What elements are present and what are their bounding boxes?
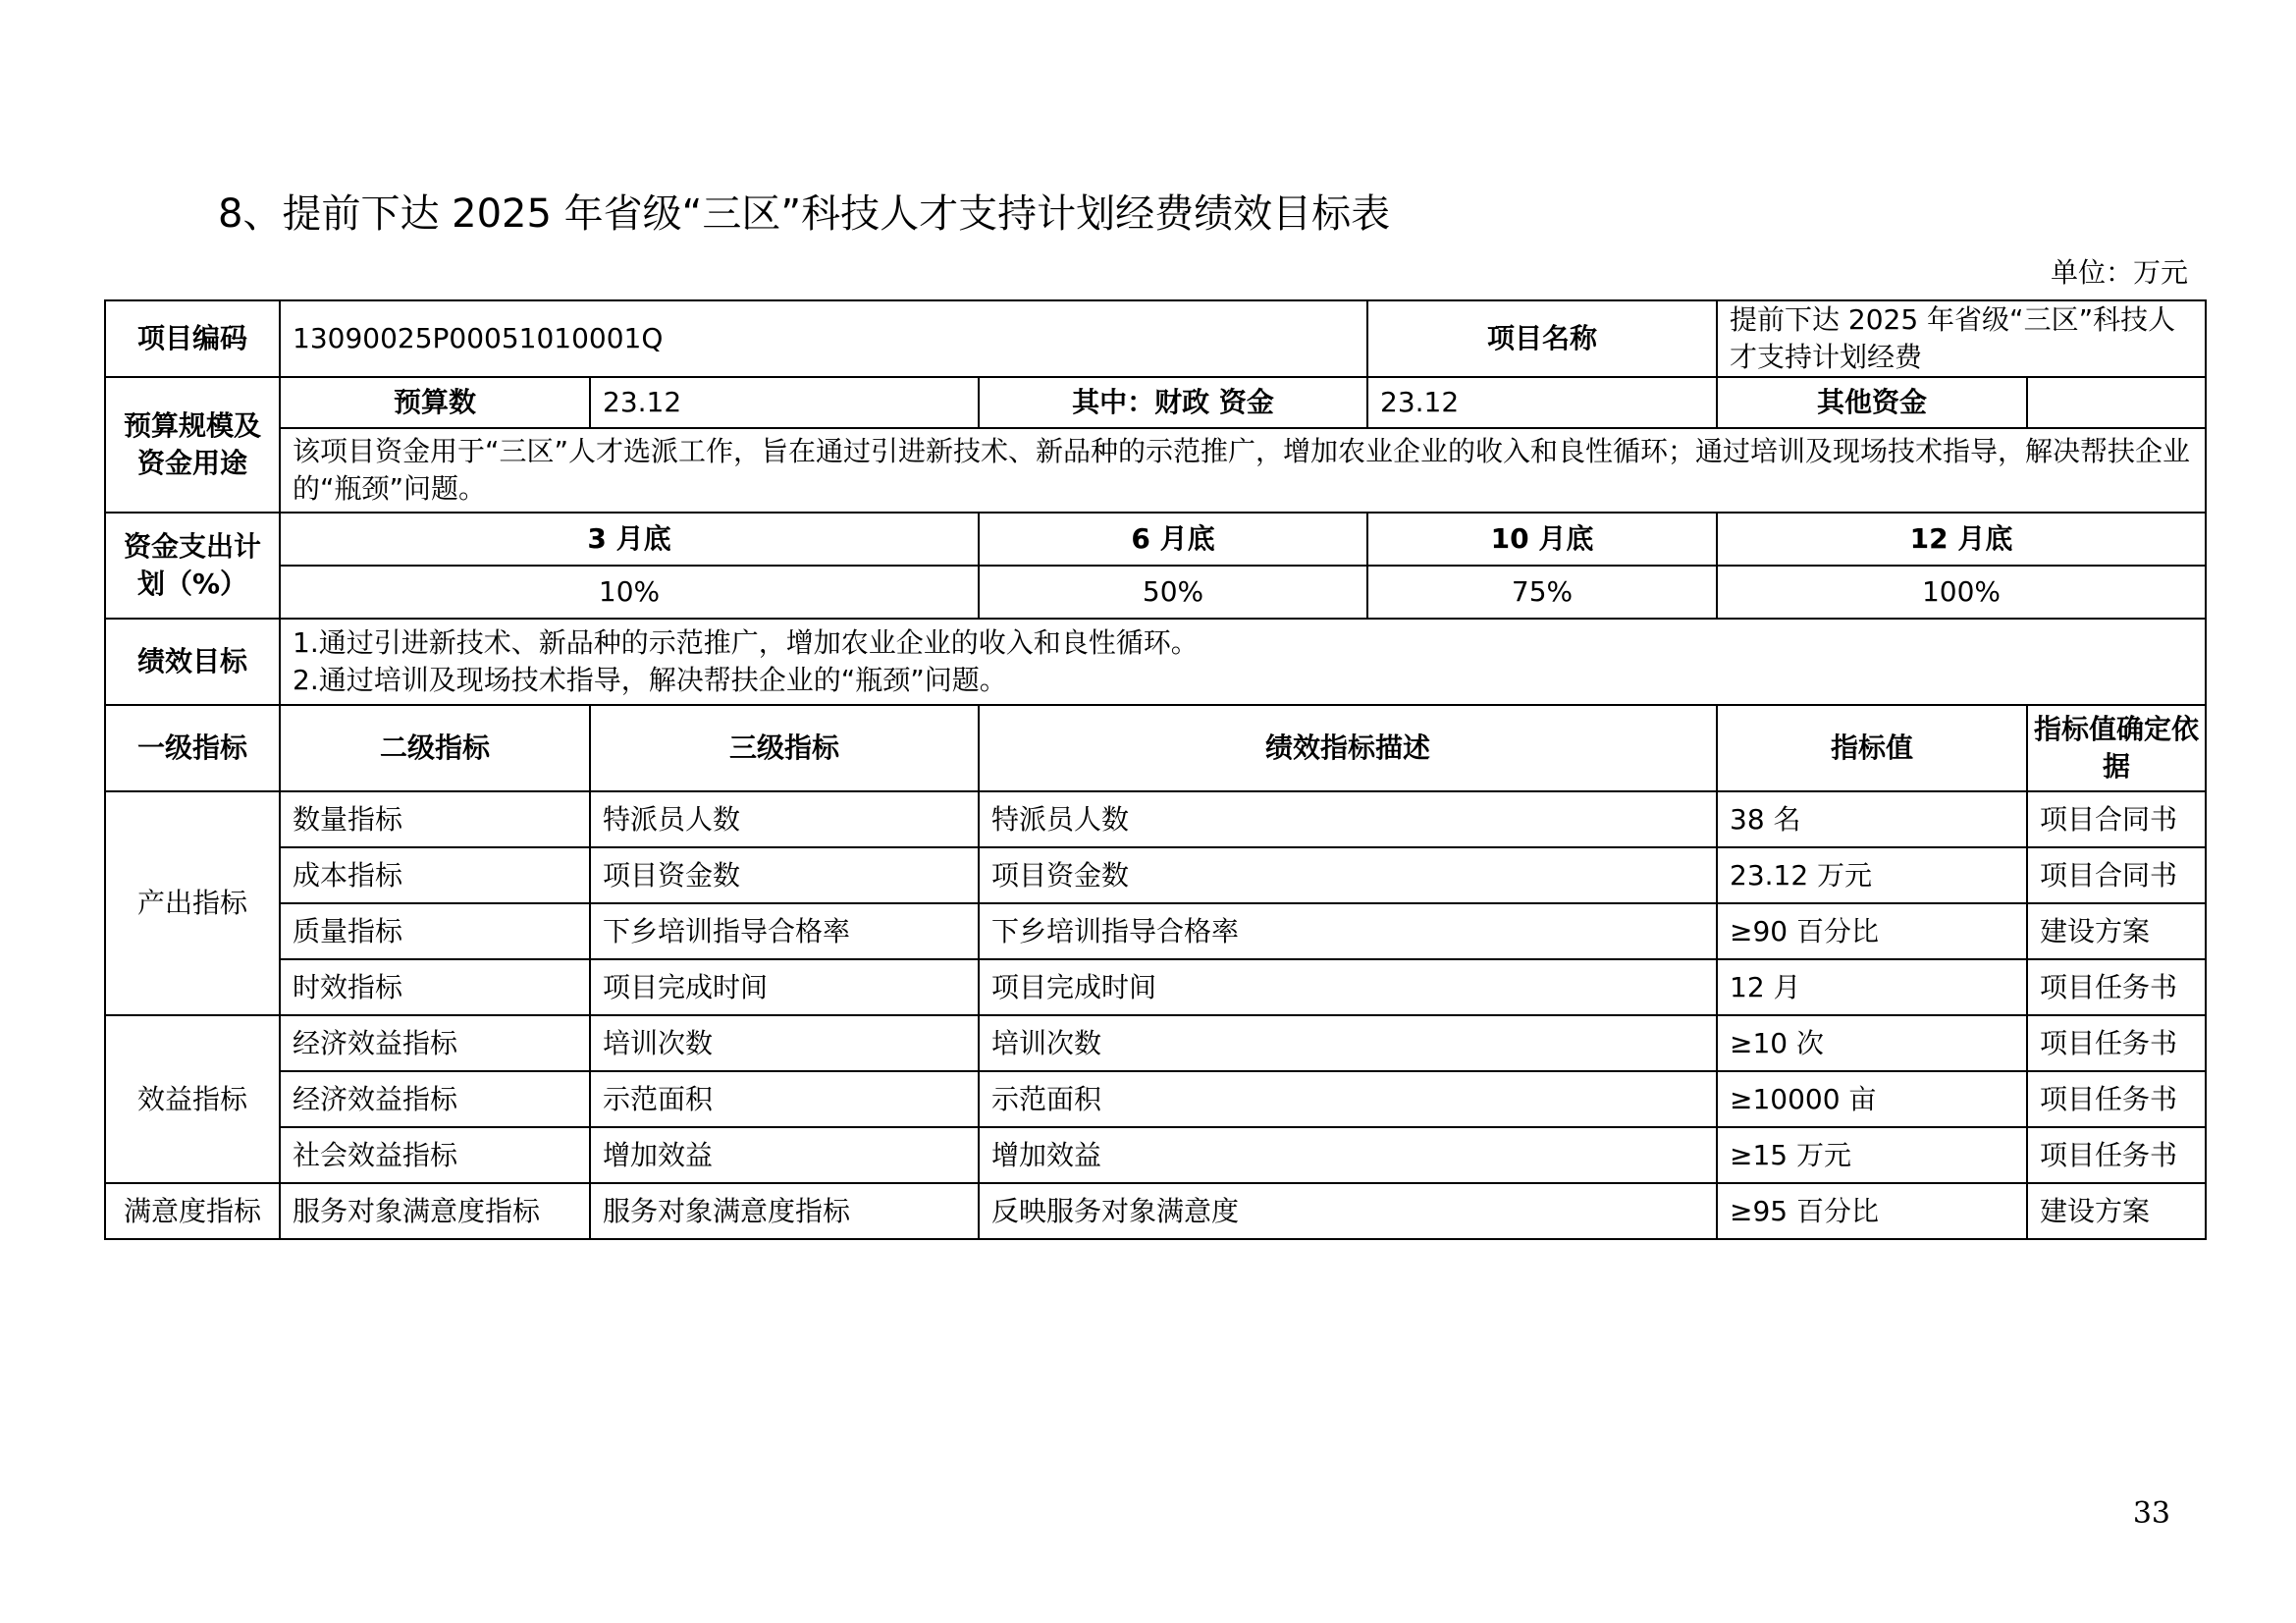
value-cell: 12 月 (1717, 959, 2027, 1015)
goal-line: 2.通过培训及现场技术指导，解决帮扶企业的“瓶颈”问题。 (293, 664, 1007, 696)
header-level2: 二级指标 (280, 705, 590, 791)
level3-cell: 增加效益 (590, 1127, 979, 1183)
level2-cell: 数量指标 (280, 791, 590, 847)
budget-row (105, 377, 2206, 428)
value-cell: ≥15 万元 (1717, 1127, 2027, 1183)
level1-benefit: 效益指标 (105, 1015, 280, 1183)
value-cell: ≥90 百分比 (1717, 903, 2027, 959)
header-level1: 一级指标 (105, 705, 280, 791)
basis-cell: 项目合同书 (2027, 847, 2206, 903)
table-row (105, 959, 2206, 1015)
level2-cell: 经济效益指标 (280, 1071, 590, 1127)
description-cell: 项目资金数 (979, 847, 1717, 903)
project-name-value: 提前下达 2025 年省级“三区”科技人才支持计划经费 (1717, 300, 2206, 377)
goal-line: 1.通过引进新技术、新品种的示范推广，增加农业企业的收入和良性循环。 (293, 626, 1199, 659)
goals-row (105, 619, 2206, 705)
basis-cell: 项目任务书 (2027, 1071, 2206, 1127)
description-cell: 增加效益 (979, 1127, 1717, 1183)
other-funds-label: 其他资金 (1717, 377, 2027, 428)
header-description: 绩效指标描述 (979, 705, 1717, 791)
finance-funds-label: 其中：财政 资金 (979, 377, 1367, 428)
table-row (105, 1071, 2206, 1127)
usage-row (105, 428, 2206, 513)
finance-funds-value: 23.12 (1367, 377, 1717, 428)
performance-target-table (104, 299, 2207, 1240)
page-number: 33 (2132, 1496, 2170, 1531)
spend-plan-value-row (105, 566, 2206, 619)
project-code-label: 项目编码 (105, 300, 280, 377)
basis-cell: 项目任务书 (2027, 1127, 2206, 1183)
spend-plan-period: 12 月底 (1717, 513, 2206, 566)
project-row (105, 300, 2206, 377)
basis-cell: 建设方案 (2027, 903, 2206, 959)
goals-label: 绩效目标 (105, 619, 280, 705)
spend-plan-period-row (105, 513, 2206, 566)
table-row (105, 1183, 2206, 1239)
description-cell: 反映服务对象满意度 (979, 1183, 1717, 1239)
table-row (105, 1127, 2206, 1183)
level2-cell: 质量指标 (280, 903, 590, 959)
level1-satisfaction: 满意度指标 (105, 1183, 280, 1239)
spend-plan-value: 100% (1717, 566, 2206, 619)
budget-section-label: 预算规模及资金用途 (105, 377, 280, 513)
project-name-label: 项目名称 (1367, 300, 1717, 377)
spend-plan-period: 6 月底 (979, 513, 1367, 566)
header-basis: 指标值确定依据 (2027, 705, 2206, 791)
spend-plan-value: 50% (979, 566, 1367, 619)
table-row (105, 903, 2206, 959)
basis-cell: 项目任务书 (2027, 1015, 2206, 1071)
level3-cell: 培训次数 (590, 1015, 979, 1071)
value-cell: 38 名 (1717, 791, 2027, 847)
project-code-value: 13090025P00051010001Q (280, 300, 1367, 377)
table-row (105, 1015, 2206, 1071)
level3-cell: 下乡培训指导合格率 (590, 903, 979, 959)
description-cell: 示范面积 (979, 1071, 1717, 1127)
description-cell: 培训次数 (979, 1015, 1717, 1071)
level3-cell: 服务对象满意度指标 (590, 1183, 979, 1239)
value-cell: ≥95 百分比 (1717, 1183, 2027, 1239)
table-row (105, 847, 2206, 903)
funds-usage-text: 该项目资金用于“三区”人才选派工作，旨在通过引进新技术、新品种的示范推广，增加农业企业的收入和良性循环；通过培训及现场技术指导，解决帮扶企业的“瓶颈”问题。 (280, 428, 2206, 513)
spend-plan-period: 3 月底 (280, 513, 979, 566)
level2-cell: 服务对象满意度指标 (280, 1183, 590, 1239)
description-cell: 特派员人数 (979, 791, 1717, 847)
spend-plan-value: 75% (1367, 566, 1717, 619)
value-cell: ≥10000 亩 (1717, 1071, 2027, 1127)
level3-cell: 项目完成时间 (590, 959, 979, 1015)
level3-cell: 示范面积 (590, 1071, 979, 1127)
description-cell: 项目完成时间 (979, 959, 1717, 1015)
header-level3: 三级指标 (590, 705, 979, 791)
indicator-header-row (105, 705, 2206, 791)
basis-cell: 建设方案 (2027, 1183, 2206, 1239)
budget-label: 预算数 (280, 377, 590, 428)
level3-cell: 特派员人数 (590, 791, 979, 847)
level2-cell: 成本指标 (280, 847, 590, 903)
level2-cell: 时效指标 (280, 959, 590, 1015)
other-funds-value (2027, 377, 2206, 428)
document-title: 8、提前下达 2025 年省级“三区”科技人才支持计划经费绩效目标表 (218, 191, 1391, 237)
level3-cell: 项目资金数 (590, 847, 979, 903)
budget-value: 23.12 (590, 377, 979, 428)
value-cell: ≥10 次 (1717, 1015, 2027, 1071)
unit-label: 单位：万元 (2050, 256, 2188, 289)
basis-cell: 项目任务书 (2027, 959, 2206, 1015)
goals-text (280, 619, 2206, 705)
level1-output: 产出指标 (105, 791, 280, 1015)
spend-plan-label: 资金支出计划（%） (105, 513, 280, 619)
description-cell: 下乡培训指导合格率 (979, 903, 1717, 959)
level2-cell: 社会效益指标 (280, 1127, 590, 1183)
spend-plan-period: 10 月底 (1367, 513, 1717, 566)
level2-cell: 经济效益指标 (280, 1015, 590, 1071)
basis-cell: 项目合同书 (2027, 791, 2206, 847)
spend-plan-value: 10% (280, 566, 979, 619)
value-cell: 23.12 万元 (1717, 847, 2027, 903)
table-row (105, 791, 2206, 847)
header-value: 指标值 (1717, 705, 2027, 791)
